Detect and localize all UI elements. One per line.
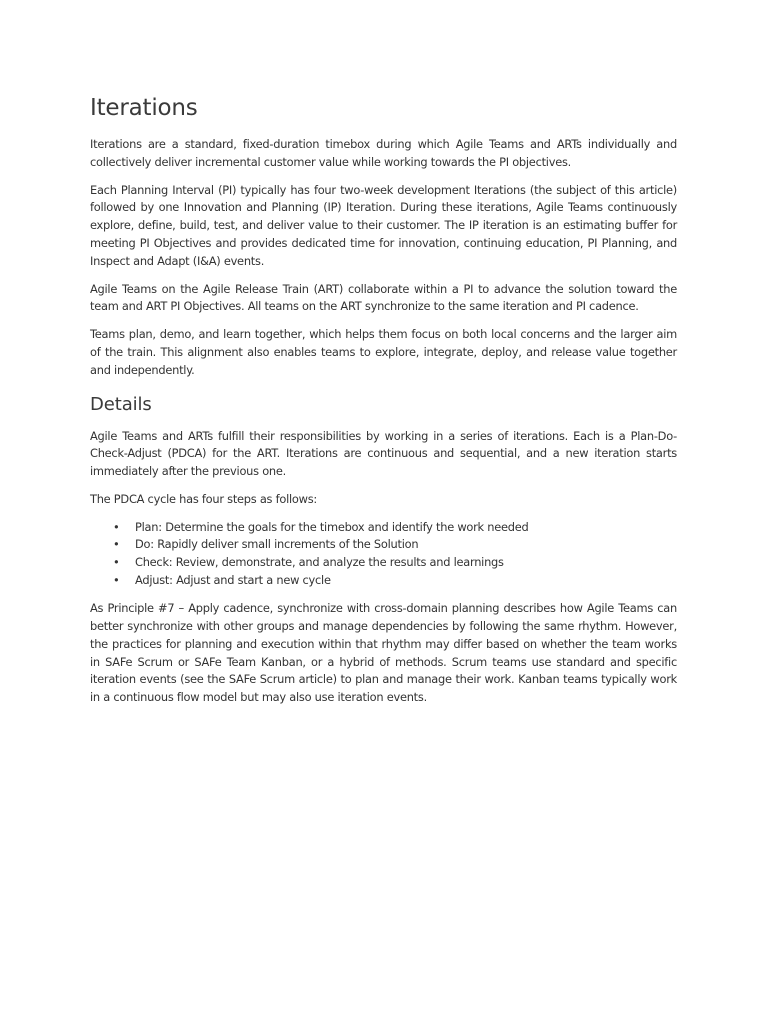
list-item-text: Plan: Determine the goals for the timebox and identify the work needed [135, 519, 529, 534]
details-heading: Details [90, 393, 152, 415]
list-item [90, 572, 677, 590]
bullet-icon: • [113, 519, 120, 534]
list-item-text: Adjust: Adjust and start a new cycle [135, 572, 331, 587]
details-paragraph-1: Agile Teams and ARTs fulfill their responsibilities by working in a series of iterations. Each is a Plan-Do-Check-Adjust (PDCA) for the ART. Iterations are continuous and sequential, and a new iteration starts immediately after the previous one. [90, 428, 677, 479]
pdca-steps-list [90, 519, 677, 589]
details-paragraph-3: As Principle #7 – Apply cadence, synchronize with cross-domain planning describes how Agile Teams can better synchronize with other groups and manage dependencies by following the same rhythm. However, the practices for planning and execution within that rhythm may differ based on whether the team works in SAFe Scrum or SAFe Team Kanban, or a hybrid of methods. Scrum teams use standard and specific iteration events (see the SAFe Scrum article) to plan and manage their work. Kanban teams typically work in a continuous flow model but may also use iteration events. [90, 601, 677, 705]
bullet-icon: • [113, 537, 120, 552]
intro-paragraph-1: Iterations are a standard, fixed-duration timebox during which Agile Teams and ARTs individually and collectively deliver incremental customer value while working towards the PI objectives. [90, 137, 677, 169]
list-item [90, 536, 677, 554]
list-item-text: Do: Rapidly deliver small increments of the Solution [135, 537, 419, 552]
document-page [90, 92, 677, 717]
list-item-text: Check: Review, demonstrate, and analyze the results and learnings [135, 554, 504, 569]
list-item [90, 519, 677, 537]
bullet-icon: • [113, 572, 120, 587]
bullet-icon: • [113, 554, 120, 569]
intro-paragraph-3: Agile Teams on the Agile Release Train (ART) collaborate within a PI to advance the solution toward the team and ART PI Objectives. All teams on the ART synchronize to the same iteration and PI cadence. [90, 281, 677, 314]
intro-paragraph-2: Each Planning Interval (PI) typically has four two-week development Iterations (the subject of this article) followed by one Innovation and Planning (IP) Iteration. During these iterations, Agile Teams continuously explore, define, build, test, and deliver value to their customer. The IP iteration is an estimating buffer for meeting PI Objectives and provides dedicated time for innovation, continuing education, PI Planning, and Inspect and Adapt (I&A) events. [90, 182, 677, 268]
details-paragraph-2: The PDCA cycle has four steps as follows: [90, 491, 317, 506]
intro-paragraph-4: Teams plan, demo, and learn together, which helps them focus on both local concerns and the larger aim of the train. This alignment also enables teams to explore, integrate, deploy, and release value together and independently. [90, 327, 677, 377]
list-item [90, 554, 677, 572]
page-title: Iterations [90, 95, 198, 121]
